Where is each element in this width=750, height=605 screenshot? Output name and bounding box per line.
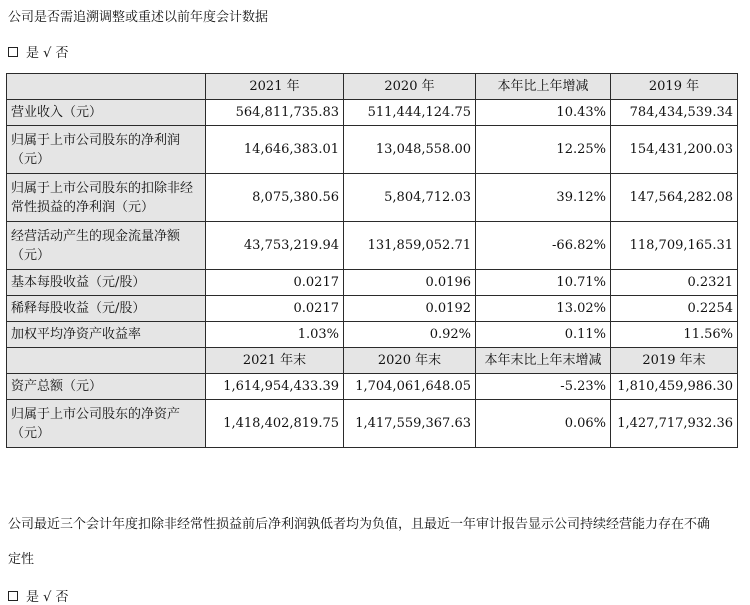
- table-cell: 511,444,124.75: [344, 100, 476, 126]
- table-cell: 1,418,402,819.75: [206, 400, 344, 448]
- row-label: 资产总额（元）: [7, 374, 206, 400]
- table-row: [7, 374, 738, 400]
- table-cell: 1,810,459,986.30: [611, 374, 738, 400]
- financial-data-table: [6, 73, 738, 448]
- table-cell: 8,075,380.56: [206, 174, 344, 222]
- checkbox-icon: [8, 591, 18, 601]
- table-cell: 564,811,735.83: [206, 100, 344, 126]
- table-cell: 10.71%: [476, 270, 611, 296]
- table-cell: 1,614,954,433.39: [206, 374, 344, 400]
- table-cell: 147,564,282.08: [611, 174, 738, 222]
- row-label: 经营活动产生的现金流量净额（元）: [7, 222, 206, 270]
- going-concern-statement-cont: 定性: [8, 552, 35, 567]
- table-cell: 131,859,052.71: [344, 222, 476, 270]
- table-cell: 154,431,200.03: [611, 126, 738, 174]
- table-row: [7, 296, 738, 322]
- checkbox-icon: [8, 47, 18, 57]
- row-label: 加权平均净资产收益率: [7, 322, 206, 348]
- table-row: [7, 400, 738, 448]
- row-label: 营业收入（元）: [7, 100, 206, 126]
- table-cell: 10.43%: [476, 100, 611, 126]
- table-row: [7, 100, 738, 126]
- table-row: [7, 322, 738, 348]
- table-cell: 13.02%: [476, 296, 611, 322]
- table-row: [7, 270, 738, 296]
- header-cell: 2021 年末: [206, 348, 344, 374]
- going-concern-statement: 公司最近三个会计年度扣除非经常性损益前后净利润孰低者均为负值，且最近一年审计报告显示公司持续经营能力存在不确: [8, 517, 711, 532]
- table-cell: 0.92%: [344, 322, 476, 348]
- going-concern-choice: [8, 586, 69, 605]
- table-cell: 784,434,539.34: [611, 100, 738, 126]
- header-cell: 2019 年末: [611, 348, 738, 374]
- table-cell: 1,704,061,648.05: [344, 374, 476, 400]
- table-cell: 1,417,559,367.63: [344, 400, 476, 448]
- section-heading: 公司是否需追溯调整或重述以前年度会计数据: [8, 10, 269, 25]
- header-cell: 本年比上年增减: [476, 74, 611, 100]
- header-cell: [7, 348, 206, 374]
- table-cell: 43,753,219.94: [206, 222, 344, 270]
- table-cell: 13,048,558.00: [344, 126, 476, 174]
- table-cell: 0.0196: [344, 270, 476, 296]
- table-cell: 0.2321: [611, 270, 738, 296]
- table-row: [7, 126, 738, 174]
- table-cell: 5,804,712.03: [344, 174, 476, 222]
- table-cell: 0.0192: [344, 296, 476, 322]
- row-label: 基本每股收益（元/股）: [7, 270, 206, 296]
- table-cell: 1,427,717,932.36: [611, 400, 738, 448]
- restatement-choice-text: 是 √ 否: [26, 46, 69, 61]
- table-cell: 118,709,165.31: [611, 222, 738, 270]
- table-row: [7, 174, 738, 222]
- header-cell: 2021 年: [206, 74, 344, 100]
- header-cell: 2020 年末: [344, 348, 476, 374]
- row-label: 归属于上市公司股东的净资产（元）: [7, 400, 206, 448]
- table-cell: -66.82%: [476, 222, 611, 270]
- row-label: 归属于上市公司股东的净利润（元）: [7, 126, 206, 174]
- table-header-row: [7, 348, 738, 374]
- table-cell: 14,646,383.01: [206, 126, 344, 174]
- row-label: 归属于上市公司股东的扣除非经常性损益的净利润（元）: [7, 174, 206, 222]
- table-cell: 1.03%: [206, 322, 344, 348]
- table-cell: 12.25%: [476, 126, 611, 174]
- table-cell: 0.0217: [206, 296, 344, 322]
- restatement-choice: [8, 42, 69, 61]
- table-cell: 0.2254: [611, 296, 738, 322]
- table-cell: 0.0217: [206, 270, 344, 296]
- table-cell: 11.56%: [611, 322, 738, 348]
- going-concern-choice-text: 是 √ 否: [26, 590, 69, 605]
- table-cell: -5.23%: [476, 374, 611, 400]
- table-row: [7, 222, 738, 270]
- table-cell: 0.06%: [476, 400, 611, 448]
- header-cell: 2020 年: [344, 74, 476, 100]
- table-cell: 0.11%: [476, 322, 611, 348]
- header-cell: [7, 74, 206, 100]
- row-label: 稀释每股收益（元/股）: [7, 296, 206, 322]
- table-header-row: [7, 74, 738, 100]
- header-cell: 本年末比上年末增减: [476, 348, 611, 374]
- table-cell: 39.12%: [476, 174, 611, 222]
- header-cell: 2019 年: [611, 74, 738, 100]
